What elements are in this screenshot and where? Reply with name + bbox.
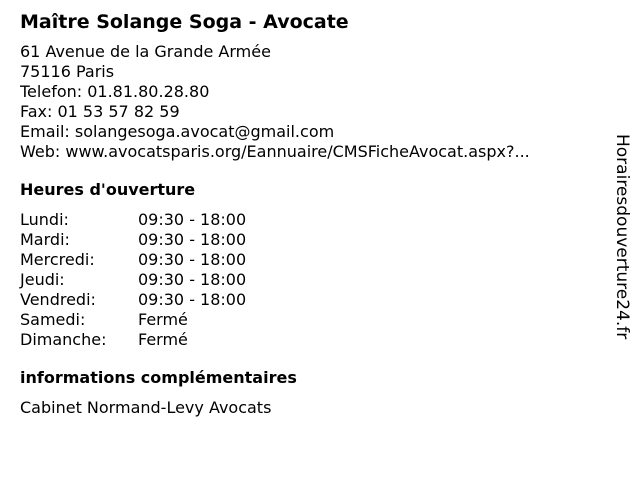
hours-row-samedi: [20, 310, 600, 330]
hours-row-mardi: [20, 230, 600, 250]
site-watermark: Horairesdouverture24.fr: [612, 134, 632, 340]
hours-day: Vendredi:: [20, 290, 96, 309]
hours-time: 09:30 - 18:00: [138, 230, 247, 249]
hours-day: Jeudi:: [20, 270, 65, 289]
hours-time: Fermé: [138, 330, 188, 349]
phone-line: Telefon: 01.81.80.28.80: [20, 82, 210, 101]
web-line: Web: www.avocatsparis.org/Eannuaire/CMSFicheAvocat.aspx?...: [20, 142, 530, 161]
fax-line: Fax: 01 53 57 82 59: [20, 102, 180, 121]
email-line: Email: solangesoga.avocat@gmail.com: [20, 122, 335, 141]
hours-day: Mardi:: [20, 230, 70, 249]
hours-time: 09:30 - 18:00: [138, 290, 247, 309]
hours-time: 09:30 - 18:00: [138, 250, 247, 269]
hours-time: 09:30 - 18:00: [138, 210, 247, 229]
hours-day: Samedi:: [20, 310, 86, 329]
hours-row-jeudi: [20, 270, 600, 290]
opening-hours-heading: Heures d'ouverture: [20, 180, 196, 199]
hours-row-vendredi: [20, 290, 600, 310]
extra-info-text: Cabinet Normand-Levy Avocats: [20, 398, 272, 417]
hours-time: Fermé: [138, 310, 188, 329]
hours-row-lundi: [20, 210, 600, 230]
hours-time: 09:30 - 18:00: [138, 270, 247, 289]
business-card: [20, 10, 600, 418]
hours-day: Lundi:: [20, 210, 69, 229]
hours-row-dimanche: [20, 330, 600, 350]
hours-day: Mercredi:: [20, 250, 95, 269]
opening-hours-list: [20, 210, 600, 350]
extra-info-heading: informations complémentaires: [20, 368, 297, 387]
hours-row-mercredi: [20, 250, 600, 270]
hours-day: Dimanche:: [20, 330, 107, 349]
address-line-street: 61 Avenue de la Grande Armée: [20, 42, 271, 61]
business-title: Maître Solange Soga - Avocate: [20, 11, 349, 33]
address-line-city: 75116 Paris: [20, 62, 115, 81]
